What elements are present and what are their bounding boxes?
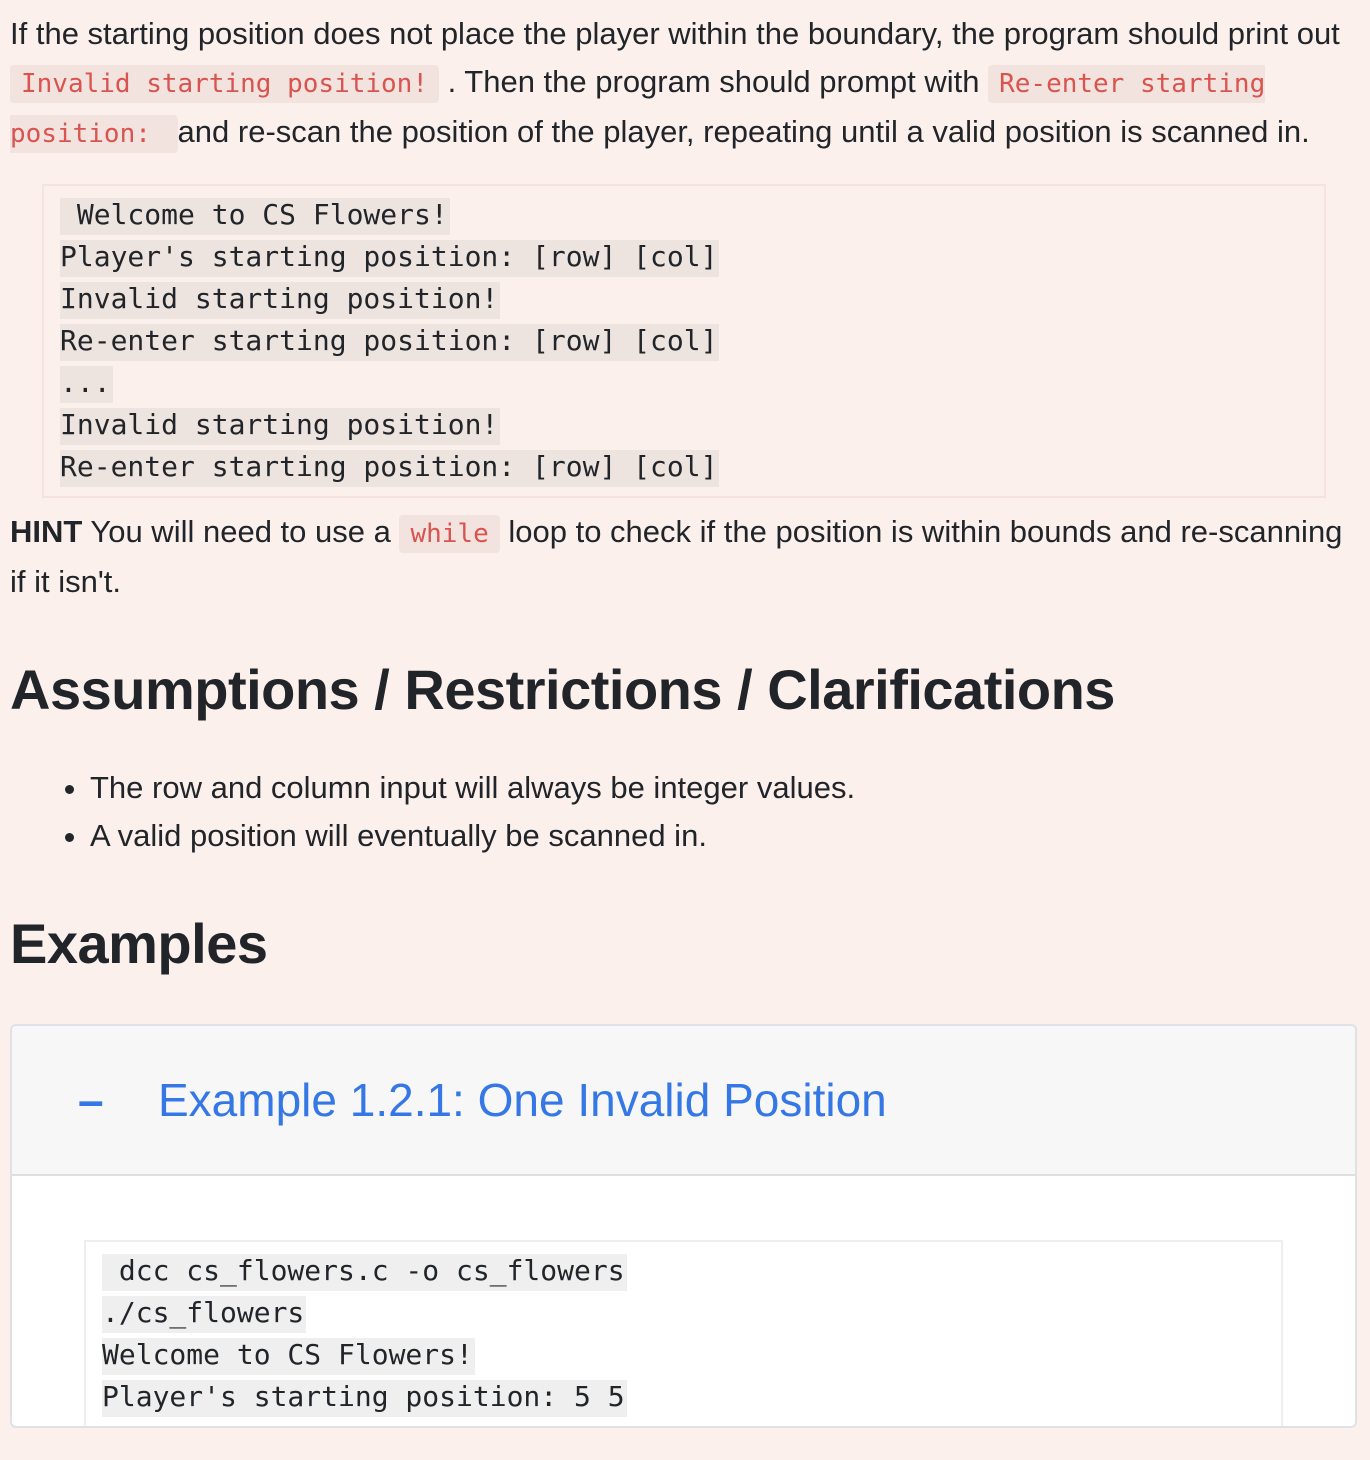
example-panel-header[interactable] [12,1026,1355,1176]
invalid-position-code: Invalid starting position! [10,65,439,103]
hint-text-2: loop to check if the position is within bounds and re-scanning if it isn't. [10,514,1343,599]
example-panel-body [12,1176,1355,1428]
reenter-position-code: Re-enter starting position: [10,65,1265,153]
sample-output-code-block [42,184,1326,498]
list-item: • A valid position will eventually be scanned in. [90,812,1360,860]
example-panel [10,1024,1357,1428]
intro-text-1: If the starting position does not place the player within the boundary, the program should print out [10,16,1340,51]
examples-heading: Examples [10,912,268,975]
code-line: Invalid starting position! [60,408,500,445]
example-title-link[interactable]: Example 1.2.1: One Invalid Position [158,1074,887,1126]
code-line: Re-enter starting position: [row] [col] [60,450,719,487]
code-line: Welcome to CS Flowers! [102,1338,475,1375]
page-content [0,10,1370,1428]
assumptions-heading: Assumptions / Restrictions / Clarifications [10,658,1115,721]
code-line: Invalid starting position! [60,282,500,319]
hint-text-1: You will need to use a [82,514,400,549]
while-code: while [399,515,499,553]
code-line: Player's starting position: 5 5 [102,1380,627,1417]
intro-paragraph [10,10,1360,158]
code-line: Player's starting position: [row] [col] [60,240,719,277]
code-line: ./cs_flowers [102,1296,306,1333]
code-line: ... [60,366,113,403]
example-code-block [84,1240,1283,1428]
assumptions-list [10,764,1360,860]
hint-label: HINT [10,514,83,549]
code-line: Re-enter starting position: [row] [col] [60,324,719,361]
collapse-toggle-icon[interactable]: – [78,1074,104,1126]
intro-text-3: and re-scan the position of the player, repeating until a valid position is scanned in. [177,114,1310,149]
list-item: • The row and column input will always be integer values. [90,764,1360,812]
code-line: Welcome to CS Flowers! [60,198,450,235]
code-line: dcc cs_flowers.c -o cs_flowers [102,1254,627,1291]
intro-text-2: . Then the program should prompt with [439,64,989,99]
hint-paragraph [10,508,1360,606]
